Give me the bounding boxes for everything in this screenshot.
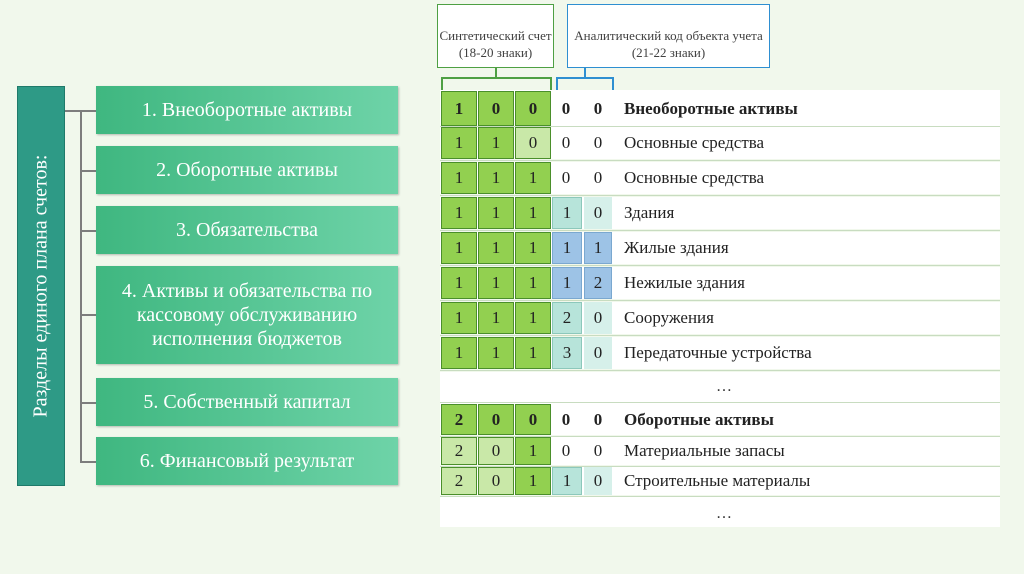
section-3: 3. Обязательства (96, 206, 398, 254)
code-cell: 0 (584, 337, 612, 369)
code-cell: 1 (478, 162, 514, 194)
synthetic-bracket-stem (495, 68, 497, 77)
row-divider (440, 230, 1000, 231)
row-label: Передаточные устройства (624, 343, 812, 362)
synthetic-account-header: Синтетический счет (18-20 знаки) (437, 4, 554, 68)
code-cell: 1 (441, 197, 477, 229)
code-cell: 0 (584, 302, 612, 334)
code-cell: 0 (584, 197, 612, 229)
code-cell: 0 (515, 127, 551, 159)
section-2: 2. Оборотные активы (96, 146, 398, 194)
row-label: Сооружения (624, 308, 714, 327)
row-divider (440, 370, 1000, 371)
row-divider (440, 300, 1000, 301)
code-cell: 1 (515, 337, 551, 369)
ellipsis: … (716, 378, 732, 395)
code-cell: 2 (441, 467, 477, 495)
code-cell: 0 (593, 133, 603, 152)
row-label: Оборотные активы (624, 409, 774, 429)
code-cell: 0 (561, 133, 571, 152)
connector-trunk (65, 110, 81, 112)
code-cell: 3 (552, 337, 582, 369)
row-divider (440, 335, 1000, 336)
code-cell: 1 (552, 232, 582, 264)
code-cell: 0 (584, 467, 612, 495)
row-divider (440, 160, 1000, 161)
code-cell: 1 (515, 162, 551, 194)
row-label: Основные средства (624, 133, 765, 152)
code-cell: 1 (552, 467, 582, 495)
code-cell: 0 (478, 437, 514, 465)
row-label: Здания (624, 203, 675, 222)
code-cell: 0 (593, 168, 603, 187)
code-cell: 1 (441, 91, 477, 126)
connector-branch-3 (80, 230, 96, 232)
code-cell: 2 (552, 302, 582, 334)
sections-title: Разделы единого плана счетов: (29, 154, 52, 418)
connector-branch-5 (80, 402, 96, 404)
code-cell: 0 (478, 91, 514, 126)
section-6: 6. Финансовый результат (96, 437, 398, 485)
connector-branch-2 (80, 170, 96, 172)
synthetic-bracket (441, 77, 552, 91)
row-label: Основные средства (624, 168, 765, 187)
code-cell: 0 (593, 98, 603, 118)
row-label: Внеоборотные активы (624, 98, 798, 118)
code-cell: 2 (584, 267, 612, 299)
code-cell: 0 (593, 409, 603, 429)
section-5: 5. Собственный капитал (96, 378, 398, 426)
connector-branch-4 (80, 314, 96, 316)
code-cell: 1 (478, 302, 514, 334)
code-cell: 1 (515, 232, 551, 264)
code-cell: 1 (515, 437, 551, 465)
code-cell: 1 (441, 232, 477, 264)
code-cell: 0 (561, 98, 571, 118)
code-cell: 0 (561, 168, 571, 187)
row-divider (440, 496, 1000, 497)
sections-title-bar (17, 86, 65, 486)
code-cell: 1 (584, 232, 612, 264)
code-cell: 1 (552, 197, 582, 229)
code-cell: 1 (441, 337, 477, 369)
code-cell: 1 (478, 197, 514, 229)
code-cell: 1 (478, 267, 514, 299)
code-cell: 1 (441, 162, 477, 194)
row-divider (440, 265, 1000, 266)
code-cell: 1 (441, 302, 477, 334)
ellipsis: … (716, 505, 732, 522)
code-cell: 2 (441, 404, 477, 435)
code-cell: 0 (478, 404, 514, 435)
row-divider (440, 195, 1000, 196)
row-divider (440, 402, 1000, 403)
section-4: 4. Активы и обязательства по кассовому обслуживанию исполнения бюджетов (96, 266, 398, 364)
connector-branch-1 (80, 110, 96, 112)
code-cell: 1 (515, 267, 551, 299)
connector-branch-6 (80, 461, 96, 463)
row-label: Материальные запасы (624, 441, 785, 460)
analytic-code-header: Аналитический код объекта учета (21-22 знаки) (567, 4, 770, 68)
row-label: Нежилые здания (624, 273, 745, 292)
analytic-bracket-stem (584, 68, 586, 77)
code-cell: 1 (515, 197, 551, 229)
section-1: 1. Внеоборотные активы (96, 86, 398, 134)
code-cell: 0 (593, 441, 603, 460)
code-cell: 1 (441, 127, 477, 159)
code-cell: 2 (441, 437, 477, 465)
code-cell: 0 (561, 441, 571, 460)
code-cell: 1 (515, 302, 551, 334)
code-cell: 1 (478, 232, 514, 264)
code-cell: 1 (441, 267, 477, 299)
connector-spine (80, 110, 82, 462)
code-cell: 1 (478, 337, 514, 369)
code-cell: 0 (478, 467, 514, 495)
code-cell: 0 (561, 409, 571, 429)
code-cell: 0 (515, 404, 551, 435)
code-cell: 1 (478, 127, 514, 159)
code-cell: 1 (515, 467, 551, 495)
code-cell: 1 (552, 267, 582, 299)
row-label: Строительные материалы (624, 471, 811, 490)
code-cell: 0 (515, 91, 551, 126)
row-label: Жилые здания (624, 238, 729, 257)
analytic-bracket (556, 77, 614, 91)
